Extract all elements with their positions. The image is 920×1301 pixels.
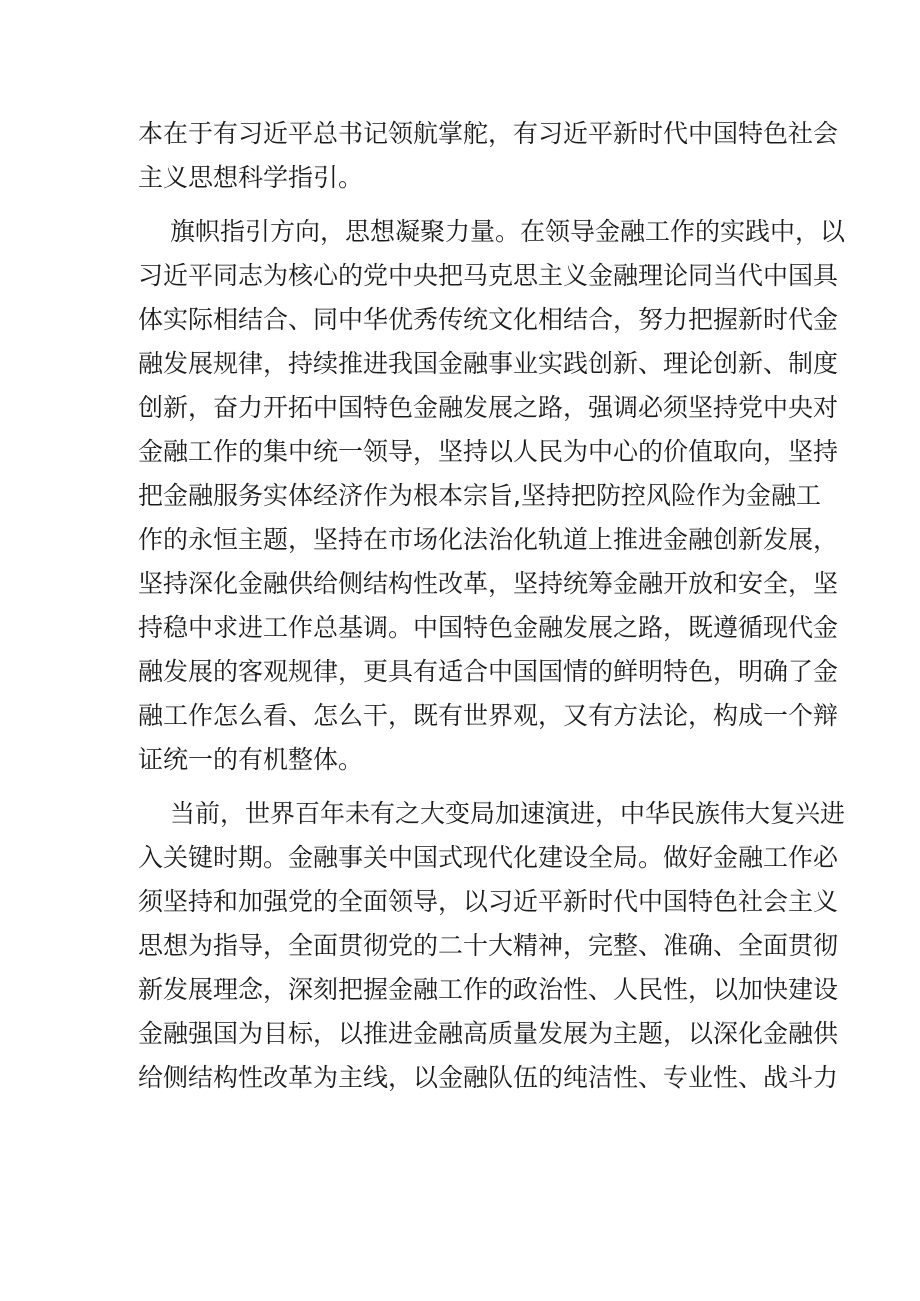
text-line: 融工作怎么看、怎么干，既有世界观，又有方法论，构成一个辩 [138,701,839,730]
text-line: 体实际相结合、同中华优秀传统文化相结合，努力把握新时代金 [138,305,839,334]
text-line: 给侧结构性改革为主线，以金融队伍的纯洁性、专业性、战斗力 [138,1063,839,1092]
text-line: 旗帜指引方向，思想凝聚力量。在领导金融工作的实践中，以 [170,217,846,246]
text-line: 融发展规律，持续推进我国金融事业实践创新、理论创新、制度 [138,349,839,378]
paragraph-2 [138,210,846,782]
text-line: 主义思想科学指引。 [138,163,364,192]
text-line: 坚持深化金融供给侧结构性改革，坚持统筹金融开放和安全，坚 [138,569,839,598]
text-line: 入关键时期。金融事关中国式现代化建设全局。做好金融工作必 [138,843,839,872]
text-line: 须坚持和加强党的全面领导，以习近平新时代中国特色社会主义 [138,887,839,916]
text-line: 思想为指导，全面贯彻党的二十大精神，完整、准确、全面贯彻 [138,931,839,960]
document-body [138,112,846,1100]
text-line: 作的永恒主题，坚持在市场化法治化轨道上推进金融创新发展， [138,525,839,554]
text-line: 把金融服务实体经济作为根本宗旨,坚持把防控风险作为金融工 [138,481,821,510]
text-line: 新发展理念，深刻把握金融工作的政治性、人民性，以加快建设 [138,975,839,1004]
text-line: 习近平同志为核心的党中央把马克思主义金融理论同当代中国具 [138,261,839,290]
text-line: 持稳中求进工作总基调。中国特色金融发展之路，既遵循现代金 [138,613,839,642]
text-line: 当前，世界百年未有之大变局加速演进，中华民族伟大复兴进 [170,799,846,828]
text-line: 金融强国为目标，以推进金融高质量发展为主题，以深化金融供 [138,1019,839,1048]
text-line: 本在于有习近平总书记领航掌舵，有习近平新时代中国特色社会 [138,119,839,148]
text-line: 证统一的有机整体。 [138,745,364,774]
paragraph-1 [138,112,839,200]
text-line: 金融工作的集中统一领导，坚持以人民为中心的价值取向，坚持 [138,437,839,466]
text-line: 创新，奋力开拓中国特色金融发展之路，强调必须坚持党中央对 [138,393,839,422]
text-line: 融发展的客观规律，更具有适合中国国情的鲜明特色，明确了金 [138,657,839,686]
paragraph-3 [138,792,846,1100]
